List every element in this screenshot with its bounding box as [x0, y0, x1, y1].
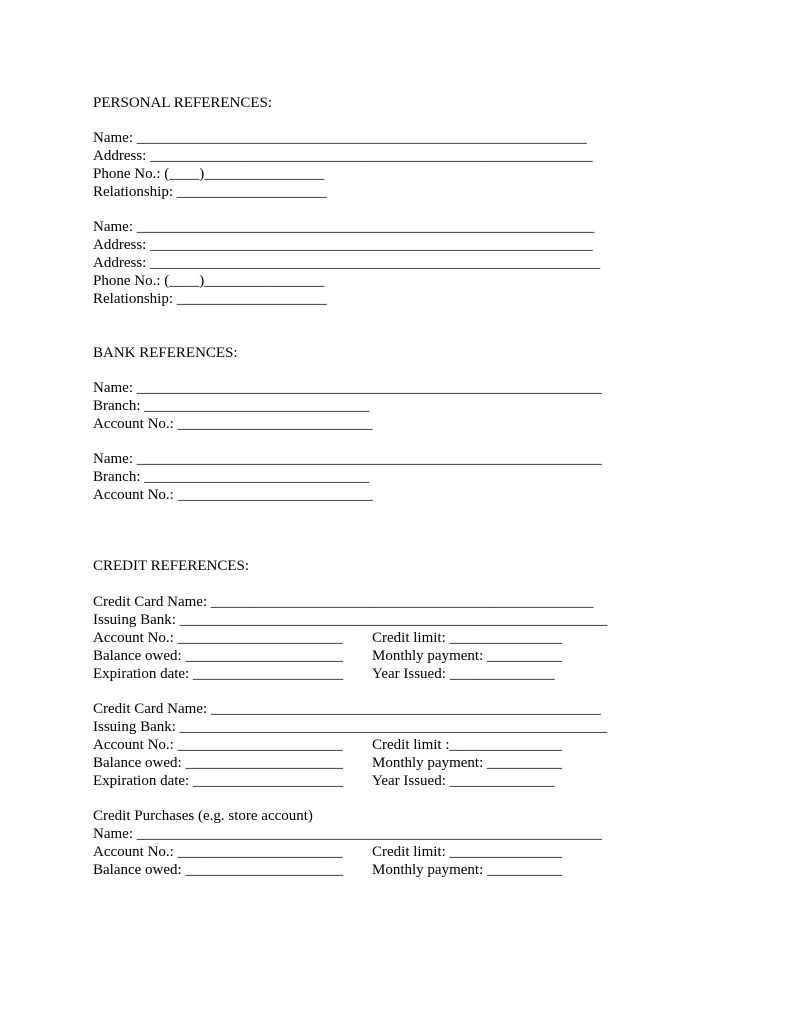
personal-ref2-address2-field[interactable]: Address: ____________________________________________________________ [93, 255, 601, 271]
purchases-monthly-payment-field[interactable]: Monthly payment: __________ [372, 862, 562, 878]
personal-ref2-phone-field[interactable]: Phone No.: (____)________________ [93, 273, 325, 289]
personal-ref1-name-field[interactable]: Name: ____________________________________________________________ [93, 130, 587, 146]
card2-balance-field[interactable]: Balance owed: _____________________ [93, 755, 343, 771]
purchases-account-field[interactable]: Account No.: ______________________ [93, 844, 343, 860]
card1-name-field[interactable]: Credit Card Name: ___________________________________________________ [93, 594, 594, 610]
card1-issuing-bank-field[interactable]: Issuing Bank: _________________________________________________________ [93, 612, 608, 628]
bank-ref2-account-field[interactable]: Account No.: __________________________ [93, 487, 373, 503]
personal-ref1-address-field[interactable]: Address: ___________________________________________________________ [93, 148, 593, 164]
card2-issuing-bank-field[interactable]: Issuing Bank: _________________________________________________________ [93, 719, 608, 735]
card1-balance-field[interactable]: Balance owed: _____________________ [93, 648, 343, 664]
personal-ref1-relationship-field[interactable]: Relationship: ____________________ [93, 184, 327, 200]
bank-references-heading: BANK REFERENCES: [93, 345, 238, 361]
purchases-balance-field[interactable]: Balance owed: _____________________ [93, 862, 343, 878]
credit-references-heading: CREDIT REFERENCES: [93, 558, 249, 574]
bank-ref2-branch-field[interactable]: Branch: ______________________________ [93, 469, 370, 485]
card2-credit-limit-field[interactable]: Credit limit :_______________ [372, 737, 562, 753]
card1-monthly-payment-field[interactable]: Monthly payment: __________ [372, 648, 562, 664]
personal-ref1-phone-field[interactable]: Phone No.: (____)________________ [93, 166, 325, 182]
bank-ref1-branch-field[interactable]: Branch: ______________________________ [93, 398, 370, 414]
credit-purchases-title: Credit Purchases (e.g. store account) [93, 808, 313, 824]
card2-account-field[interactable]: Account No.: ______________________ [93, 737, 343, 753]
personal-ref2-relationship-field[interactable]: Relationship: ____________________ [93, 291, 327, 307]
card1-year-issued-field[interactable]: Year Issued: ______________ [372, 666, 555, 682]
bank-ref1-account-field[interactable]: Account No.: __________________________ [93, 416, 373, 432]
card2-year-issued-field[interactable]: Year Issued: ______________ [372, 773, 555, 789]
purchases-name-field[interactable]: Name: ______________________________________________________________ [93, 826, 602, 842]
purchases-credit-limit-field[interactable]: Credit limit: _______________ [372, 844, 562, 860]
card1-credit-limit-field[interactable]: Credit limit: _______________ [372, 630, 562, 646]
bank-ref1-name-field[interactable]: Name: ______________________________________________________________ [93, 380, 602, 396]
card1-account-field[interactable]: Account No.: ______________________ [93, 630, 343, 646]
personal-references-heading: PERSONAL REFERENCES: [93, 95, 273, 111]
card2-expiration-field[interactable]: Expiration date: ____________________ [93, 773, 343, 789]
card2-monthly-payment-field[interactable]: Monthly payment: __________ [372, 755, 562, 771]
personal-ref2-name-field[interactable]: Name: _____________________________________________________________ [93, 219, 595, 235]
personal-ref2-address1-field[interactable]: Address: ___________________________________________________________ [93, 237, 593, 253]
bank-ref2-name-field[interactable]: Name: ______________________________________________________________ [93, 451, 602, 467]
card1-expiration-field[interactable]: Expiration date: ____________________ [93, 666, 343, 682]
card2-name-field[interactable]: Credit Card Name: ____________________________________________________ [93, 701, 601, 717]
